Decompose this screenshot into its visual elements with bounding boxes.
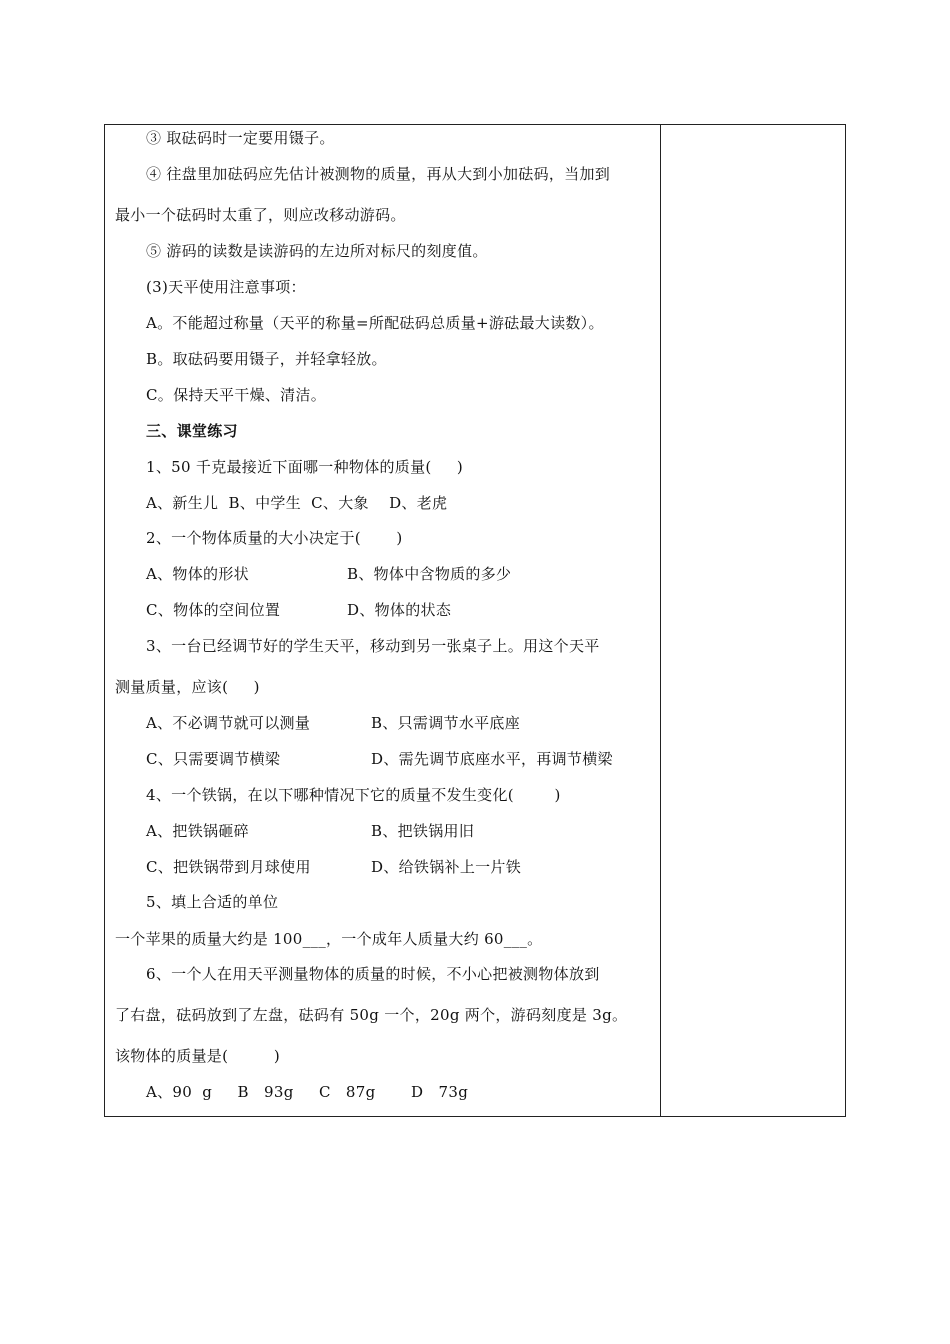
question-6: 6、一个人在用天平测量物体的质量的时候，不小心把被测物体放到 [146,965,600,983]
table-column-divider [660,124,661,1117]
note-tweezers: ③ 取砝码时一定要用镊子。 [146,129,335,147]
question-1-options: A、新生儿 B、中学生 C、大象 D、老虎 [146,494,448,512]
question-2-option-a: A、物体的形状 [146,565,249,583]
question-1: 1、50 千克最接近下面哪一种物体的质量( ) [146,458,464,476]
question-6-options: A、90 g B 93g C 87g D 73g [146,1083,469,1101]
question-3-option-a: A、不必调节就可以测量 [146,714,311,732]
question-3-cont: 测量质量，应该( ) [115,678,260,696]
precaution-a: A。不能超过称量（天平的称量=所配砝码总质量+游砝最大读数）。 [146,314,604,332]
question-2-option-c: C、物体的空间位置 [146,601,281,619]
note-add-weights: ④ 往盘里加砝码应先估计被测物的质量，再从大到小加砝码，当加到 [146,165,611,183]
question-4-option-b: B、把铁锅用旧 [371,822,475,840]
precaution-b: B。取砝码要用镊子，并轻拿轻放。 [146,350,387,368]
question-4-option-a: A、把铁锅砸碎 [146,822,249,840]
question-5: 5、填上合适的单位 [146,893,279,911]
question-6-cont: 了右盘，砝码放到了左盘，砝码有 50g 一个，20g 两个，游码刻度是 3g。 [115,1006,628,1024]
question-3-option-d: D、需先调节底座水平，再调节横梁 [371,750,613,768]
question-2-option-b: B、物体中含物质的多少 [347,565,512,583]
question-2: 2、一个物体质量的大小决定于( ) [146,529,403,547]
question-4: 4、一个铁锅，在以下哪种情况下它的质量不发生变化( ) [146,786,561,804]
question-4-option-c: C、把铁锅带到月球使用 [146,858,311,876]
question-2-option-d: D、物体的状态 [347,601,452,619]
question-5-text: 一个苹果的质量大约是 100___，一个成年人质量大约 60___。 [115,930,543,948]
precautions-heading: (3)天平使用注意事项： [146,278,306,296]
question-6-prompt: 该物体的质量是( ) [115,1047,281,1065]
question-3-option-c: C、只需要调节横梁 [146,750,281,768]
question-4-option-d: D、给铁锅补上一片铁 [371,858,522,876]
question-3: 3、一台已经调节好的学生天平，移动到另一张桌子上。用这个天平 [146,637,600,655]
note-add-weights-cont: 最小一个砝码时太重了，则应改移动游码。 [115,206,406,224]
precaution-c: C。保持天平干燥、清洁。 [146,386,327,404]
note-rider-reading: ⑤ 游码的读数是读游码的左边所对标尺的刻度值。 [146,242,488,260]
question-3-option-b: B、只需调节水平底座 [371,714,521,732]
section-heading: 三、课堂练习 [146,422,238,440]
